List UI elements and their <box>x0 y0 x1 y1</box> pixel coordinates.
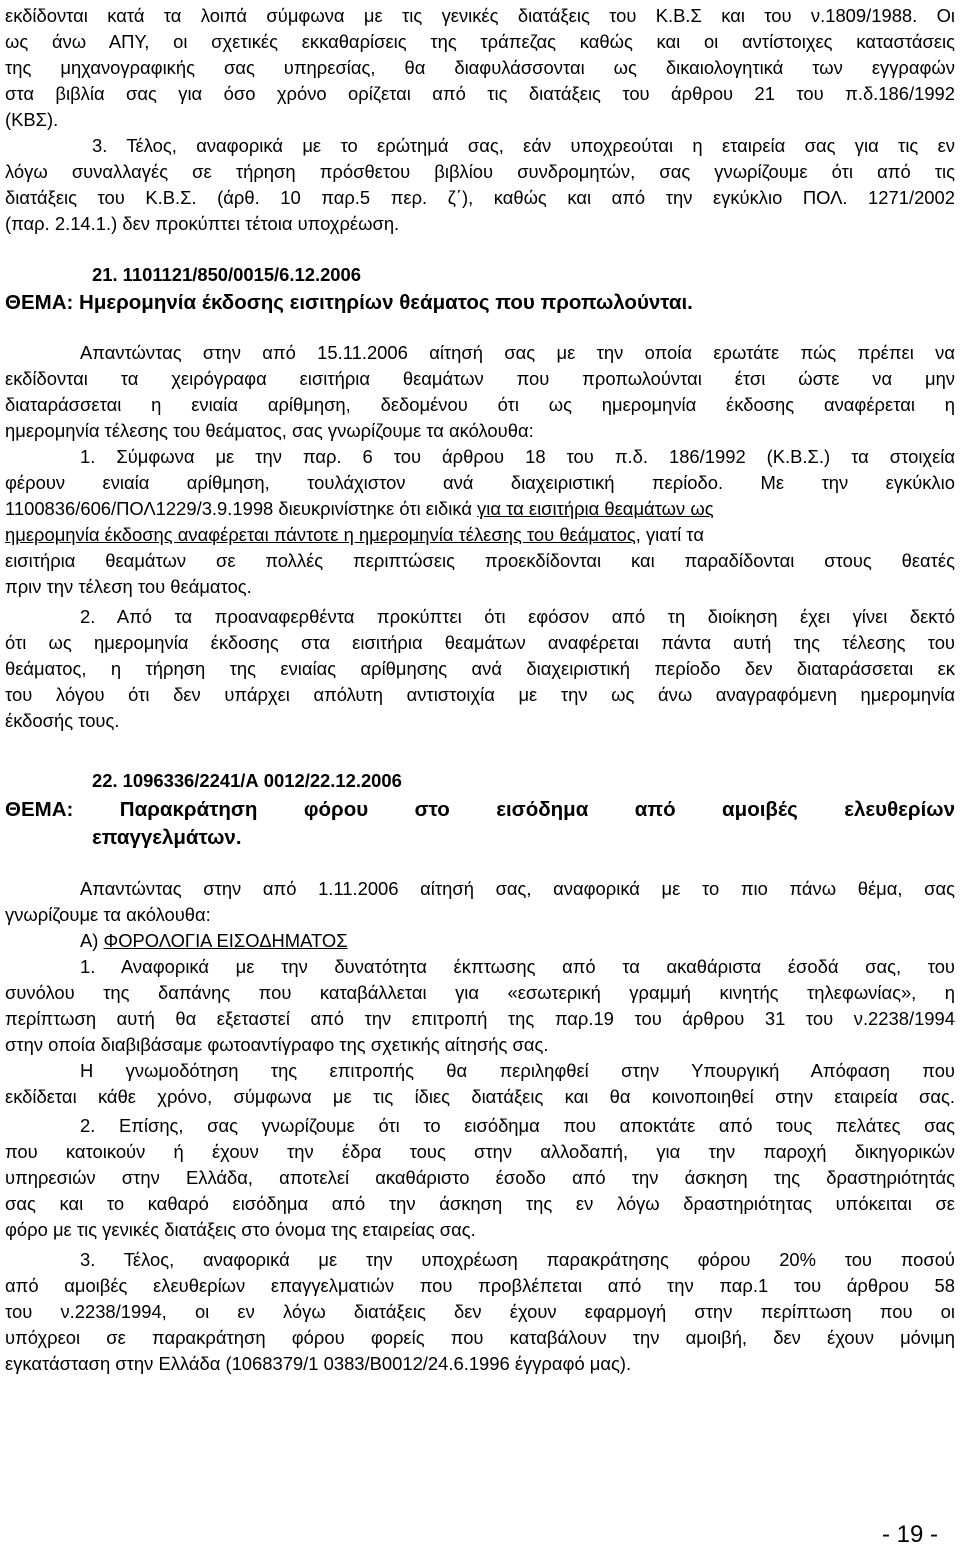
text-line: σας και το καθαρό εισόδημα από την άσκηση της εν λόγω δραστηριότητας υπόκειται σε <box>5 1193 955 1214</box>
text-line: εκδίδεται κάθε χρόνο, σύμφωνα με τις ίδιες διατάξεις και θα κοινοποιηθεί στην εταιρεία σας. <box>5 1086 955 1107</box>
section-title: ΦΟΡΟΛΟΓΙΑ ΕΙΣΟΔΗΜΑΤΟΣ <box>103 930 348 951</box>
page-number: - 19 - <box>881 1521 938 1548</box>
document-reference-heading: 21. 1101121/850/0015/6.12.2006 <box>92 264 361 285</box>
text-line: φέρουν ενιαία αρίθμηση, τουλάχιστον ανά διαχειριστική περίοδο. Με την εγκύκλιο <box>5 472 955 493</box>
underlined-text: ημερομηνία έκδοσης αναφέρεται πάντοτε η ημερομηνία τέλεσης του θεάματος <box>5 524 636 545</box>
text-line: περίπτωση αυτή θα εξεταστεί από την επιτροπή της παρ.19 του άρθρου 31 του ν.2238/1994 <box>5 1008 955 1029</box>
text-line: διαταράσσεται η ενιαία αρίθμηση, δεδομένου ότι ως ημερομηνία έκδοσης αναφέρεται η <box>5 394 955 415</box>
text-line <box>5 522 704 548</box>
paragraph-first-line: 2. Από τα προαναφερθέντα προκύπτει ότι εφόσον από τη διοίκηση έχει γίνει δεκτό <box>80 606 955 627</box>
text-segment: 1100836/606/ΠΟΛ1229/3.9.1998 διευκρινίστηκε ότι ειδικά <box>5 498 472 519</box>
text-line: διατάξεις του Κ.Β.Σ. (άρθ. 10 παρ.5 περ. ζ΄), καθώς και από την εγκύκλιο ΠΟΛ. 1271/2002 <box>5 187 955 208</box>
text-line: εκδίδονται κατά τα λοιπά σύμφωνα με τις γενικές διατάξεις του Κ.Β.Σ και του ν.1809/1988. Οι <box>5 5 955 26</box>
document-reference-heading: 22. 1096336/2241/Α 0012/22.12.2006 <box>92 770 402 791</box>
text-line: φόρο με τις γενικές διατάξεις στο όνομα της εταιρείας σας. <box>5 1219 476 1240</box>
subject-heading: ΘΕΜΑ: Ημερομηνία έκδοσης εισιτηρίων θεάματος που προπωλούνται. <box>5 291 693 314</box>
section-letter: Α) <box>80 930 104 951</box>
text-line: πριν την τέλεση του θεάματος. <box>5 576 252 597</box>
text-line: του λόγου ότι δεν υπάρχει απόλυτη αντιστοιχία με την ως άνω αναγραφόμενη ημερομηνία <box>5 684 955 705</box>
text-line: ότι ως ημερομηνία έκδοσης στα εισιτήρια θεαμάτων αναφέρεται πάντα αυτή της τέλεσης του <box>5 632 955 653</box>
paragraph-first-line: Απαντώντας στην από 1.11.2006 αίτησή σας, αναφορικά με το πιο πάνω θέμα, σας <box>80 878 955 899</box>
text-line: εκδίδονται τα χειρόγραφα εισιτήρια θεαμάτων που προπωλούνται έτσι ώστε να μην <box>5 368 955 389</box>
text-line: γνωρίζουμε τα ακόλουθα: <box>5 904 211 925</box>
text-line: εγκατάσταση στην Ελλάδα (1068379/1 0383/Β0012/24.6.1996 έγγραφό μας). <box>5 1353 632 1374</box>
subject-heading-continued: επαγγελμάτων. <box>92 826 242 849</box>
paragraph-first-line: 3. Τέλος, αναφορικά με την υποχρέωση παρακράτησης φόρου 20% του ποσού <box>80 1249 955 1270</box>
paragraph-first-line: 3. Τέλος, αναφορικά με το ερώτημά σας, εάν υποχρεούται η εταιρεία σας για τις εν <box>92 135 955 156</box>
section-heading <box>80 928 348 954</box>
text-line: ως άνω ΑΠΥ, οι σχετικές εκκαθαρίσεις της τράπεζας καθώς και οι αντίστοιχες καταστάσεις <box>5 31 955 52</box>
text-segment: , γιατί τα <box>635 524 704 545</box>
paragraph-first-line: 2. Επίσης, σας γνωρίζουμε ότι το εισόδημα που αποκτάτε από τους πελάτες σας <box>80 1115 955 1136</box>
paragraph-first-line: Απαντώντας στην από 15.11.2006 αίτησή σας με την οποία ερωτάτε πώς πρέπει να <box>80 342 955 363</box>
paragraph-first-line: 1. Αναφορικά με την δυνατότητα έκπτωσης από τα ακαθάριστα έσοδά σας, του <box>80 956 955 977</box>
paragraph-first-line: Η γνωμοδότηση της επιτροπής θα περιληφθεί στην Υπουργική Απόφαση που <box>80 1060 955 1081</box>
text-line: ημερομηνία τέλεσης του θεάματος, σας γνωρίζουμε τα ακόλουθα: <box>5 420 534 441</box>
text-line: λόγω συναλλαγές σε τήρηση πρόσθετου βιβλίου συνδρομητών, σας γνωρίζουμε ότι από τις <box>5 161 955 182</box>
text-line: στην οποία διαβιβάσαμε φωτοαντίγραφο της σχετικής αίτησής σας. <box>5 1034 549 1055</box>
text-line: που κατοικούν ή έχουν την έδρα τους στην αλλοδαπή, για την παροχή δικηγορικών <box>5 1141 955 1162</box>
text-line: υπηρεσιών στην Ελλάδα, αποτελεί ακαθάριστο έσοδο από την άσκηση της δραστηριότητάς <box>5 1167 955 1188</box>
text-line: της μηχανογραφικής σας υπηρεσίας, θα διαφυλάσσονται ως δικαιολογητικά των εγγραφών <box>5 57 955 78</box>
text-line: θεάματος, η τήρηση της ενιαίας αρίθμησης ανά διαχειριστική περίοδο δεν διαταράσσεται εκ <box>5 658 955 679</box>
subject-heading: ΘΕΜΑ: Παρακράτηση φόρου στο εισόδημα από αμοιβές ελευθερίων <box>5 798 955 821</box>
text-line: υπόχρεοι σε παρακράτηση φόρου φορείς που καταβάλουν την αμοιβή, δεν έχουν μόνιμη <box>5 1327 955 1348</box>
text-line: του ν.2238/1994, οι εν λόγω διατάξεις δεν έχουν εφαρμογή στην περίπτωση που οι <box>5 1301 955 1322</box>
text-line: έκδοσής τους. <box>5 710 120 731</box>
text-line: (ΚΒΣ). <box>5 109 59 130</box>
text-line <box>5 496 714 522</box>
text-line: από αμοιβές ελευθερίων επαγγελματιών που προβλέπεται από την παρ.1 του άρθρου 58 <box>5 1275 955 1296</box>
text-line: στα βιβλία σας για όσο χρόνο ορίζεται από τις διατάξεις του άρθρου 21 του π.δ.186/1992 <box>5 83 955 104</box>
text-line: (παρ. 2.14.1.) δεν προκύπτει τέτοια υποχρέωση. <box>5 213 400 234</box>
underlined-text: για τα εισιτήρια θεαμάτων ως <box>477 498 714 519</box>
text-line: συνόλου της δαπάνης που καταβάλλεται για «εσωτερική γραμμή κινητής τηλεφωνίας», η <box>5 982 955 1003</box>
paragraph-first-line: 1. Σύμφωνα με την παρ. 6 του άρθρου 18 του π.δ. 186/1992 (Κ.Β.Σ.) τα στοιχεία <box>80 446 955 467</box>
text-line: εισιτήρια θεαμάτων σε πολλές περιπτώσεις προεκδίδονται και παραδίδονται στους θεατές <box>5 550 955 571</box>
